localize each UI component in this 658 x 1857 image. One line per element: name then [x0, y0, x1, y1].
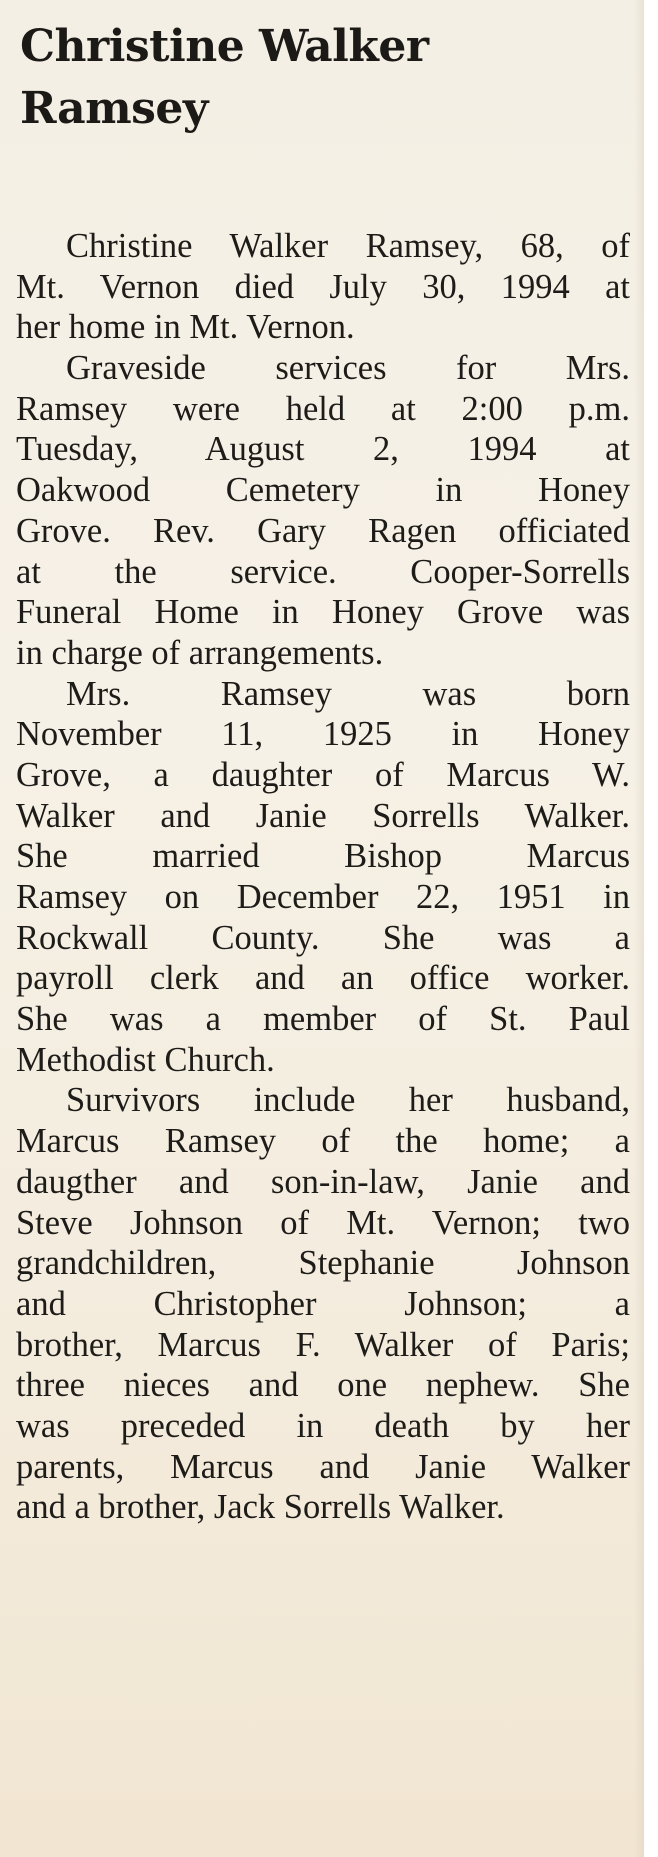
- text-line: Christine Walker Ramsey, 68, of: [66, 227, 630, 265]
- text-line: Graveside services for Mrs.: [66, 349, 630, 388]
- text-line: Mt. Vernon died July 30, 1994 at: [16, 267, 630, 306]
- text-line: and Christopher Johnson; a: [16, 1284, 630, 1323]
- headline-line: Christine Walker: [20, 21, 429, 72]
- text-line: three nieces and one nephew. She: [16, 1366, 630, 1405]
- obituary-headline: [20, 16, 580, 140]
- text-line: in charge of arrangements.: [16, 633, 384, 672]
- text-line: payroll clerk and an office worker.: [16, 959, 630, 998]
- text-line: She married Bishop Marcus: [16, 837, 630, 876]
- text-line: and a brother, Jack Sorrells Walker.: [16, 1488, 505, 1527]
- text-line: Ramsey were held at 2:00 p.m.: [16, 389, 630, 428]
- text-line: Walker and Janie Sorrells Walker.: [16, 796, 630, 835]
- text-line: Rockwall County. She was a: [16, 918, 630, 957]
- text-line: Tuesday, August 2, 1994 at: [16, 430, 630, 469]
- text-line: November 11, 1925 in Honey: [16, 715, 630, 754]
- text-line: her home in Mt. Vernon.: [16, 308, 355, 347]
- text-line: at the service. Cooper-Sorrells: [16, 552, 630, 591]
- text-line: Ramsey on December 22, 1951 in: [16, 878, 630, 916]
- text-line: Oakwood Cemetery in Honey: [16, 471, 630, 510]
- text-line: Grove, a daughter of Marcus W.: [16, 755, 630, 794]
- text-line: grandchildren, Stephanie Johnson: [16, 1244, 630, 1283]
- text-line: She was a member of St. Paul: [16, 1000, 630, 1039]
- text-line: brother, Marcus F. Walker of Paris;: [16, 1325, 630, 1364]
- headline-line: Ramsey: [20, 83, 208, 134]
- text-line: daugther and son-in-law, Janie and: [16, 1162, 630, 1201]
- text-line: Funeral Home in Honey Grove was: [16, 593, 630, 632]
- text-line: Methodist Church.: [16, 1040, 275, 1079]
- text-line: parents, Marcus and Janie Walker: [16, 1447, 630, 1486]
- text-line: Survivors include her husband,: [66, 1081, 630, 1120]
- obituary-body: [16, 226, 630, 1528]
- text-line: Mrs. Ramsey was born: [66, 674, 630, 713]
- text-line: was preceded in death by her: [16, 1406, 630, 1445]
- text-line: Grove. Rev. Gary Ragen officiated: [16, 511, 630, 550]
- text-line: Steve Johnson of Mt. Vernon; two: [16, 1203, 630, 1242]
- text-line: Marcus Ramsey of the home; a: [16, 1122, 630, 1161]
